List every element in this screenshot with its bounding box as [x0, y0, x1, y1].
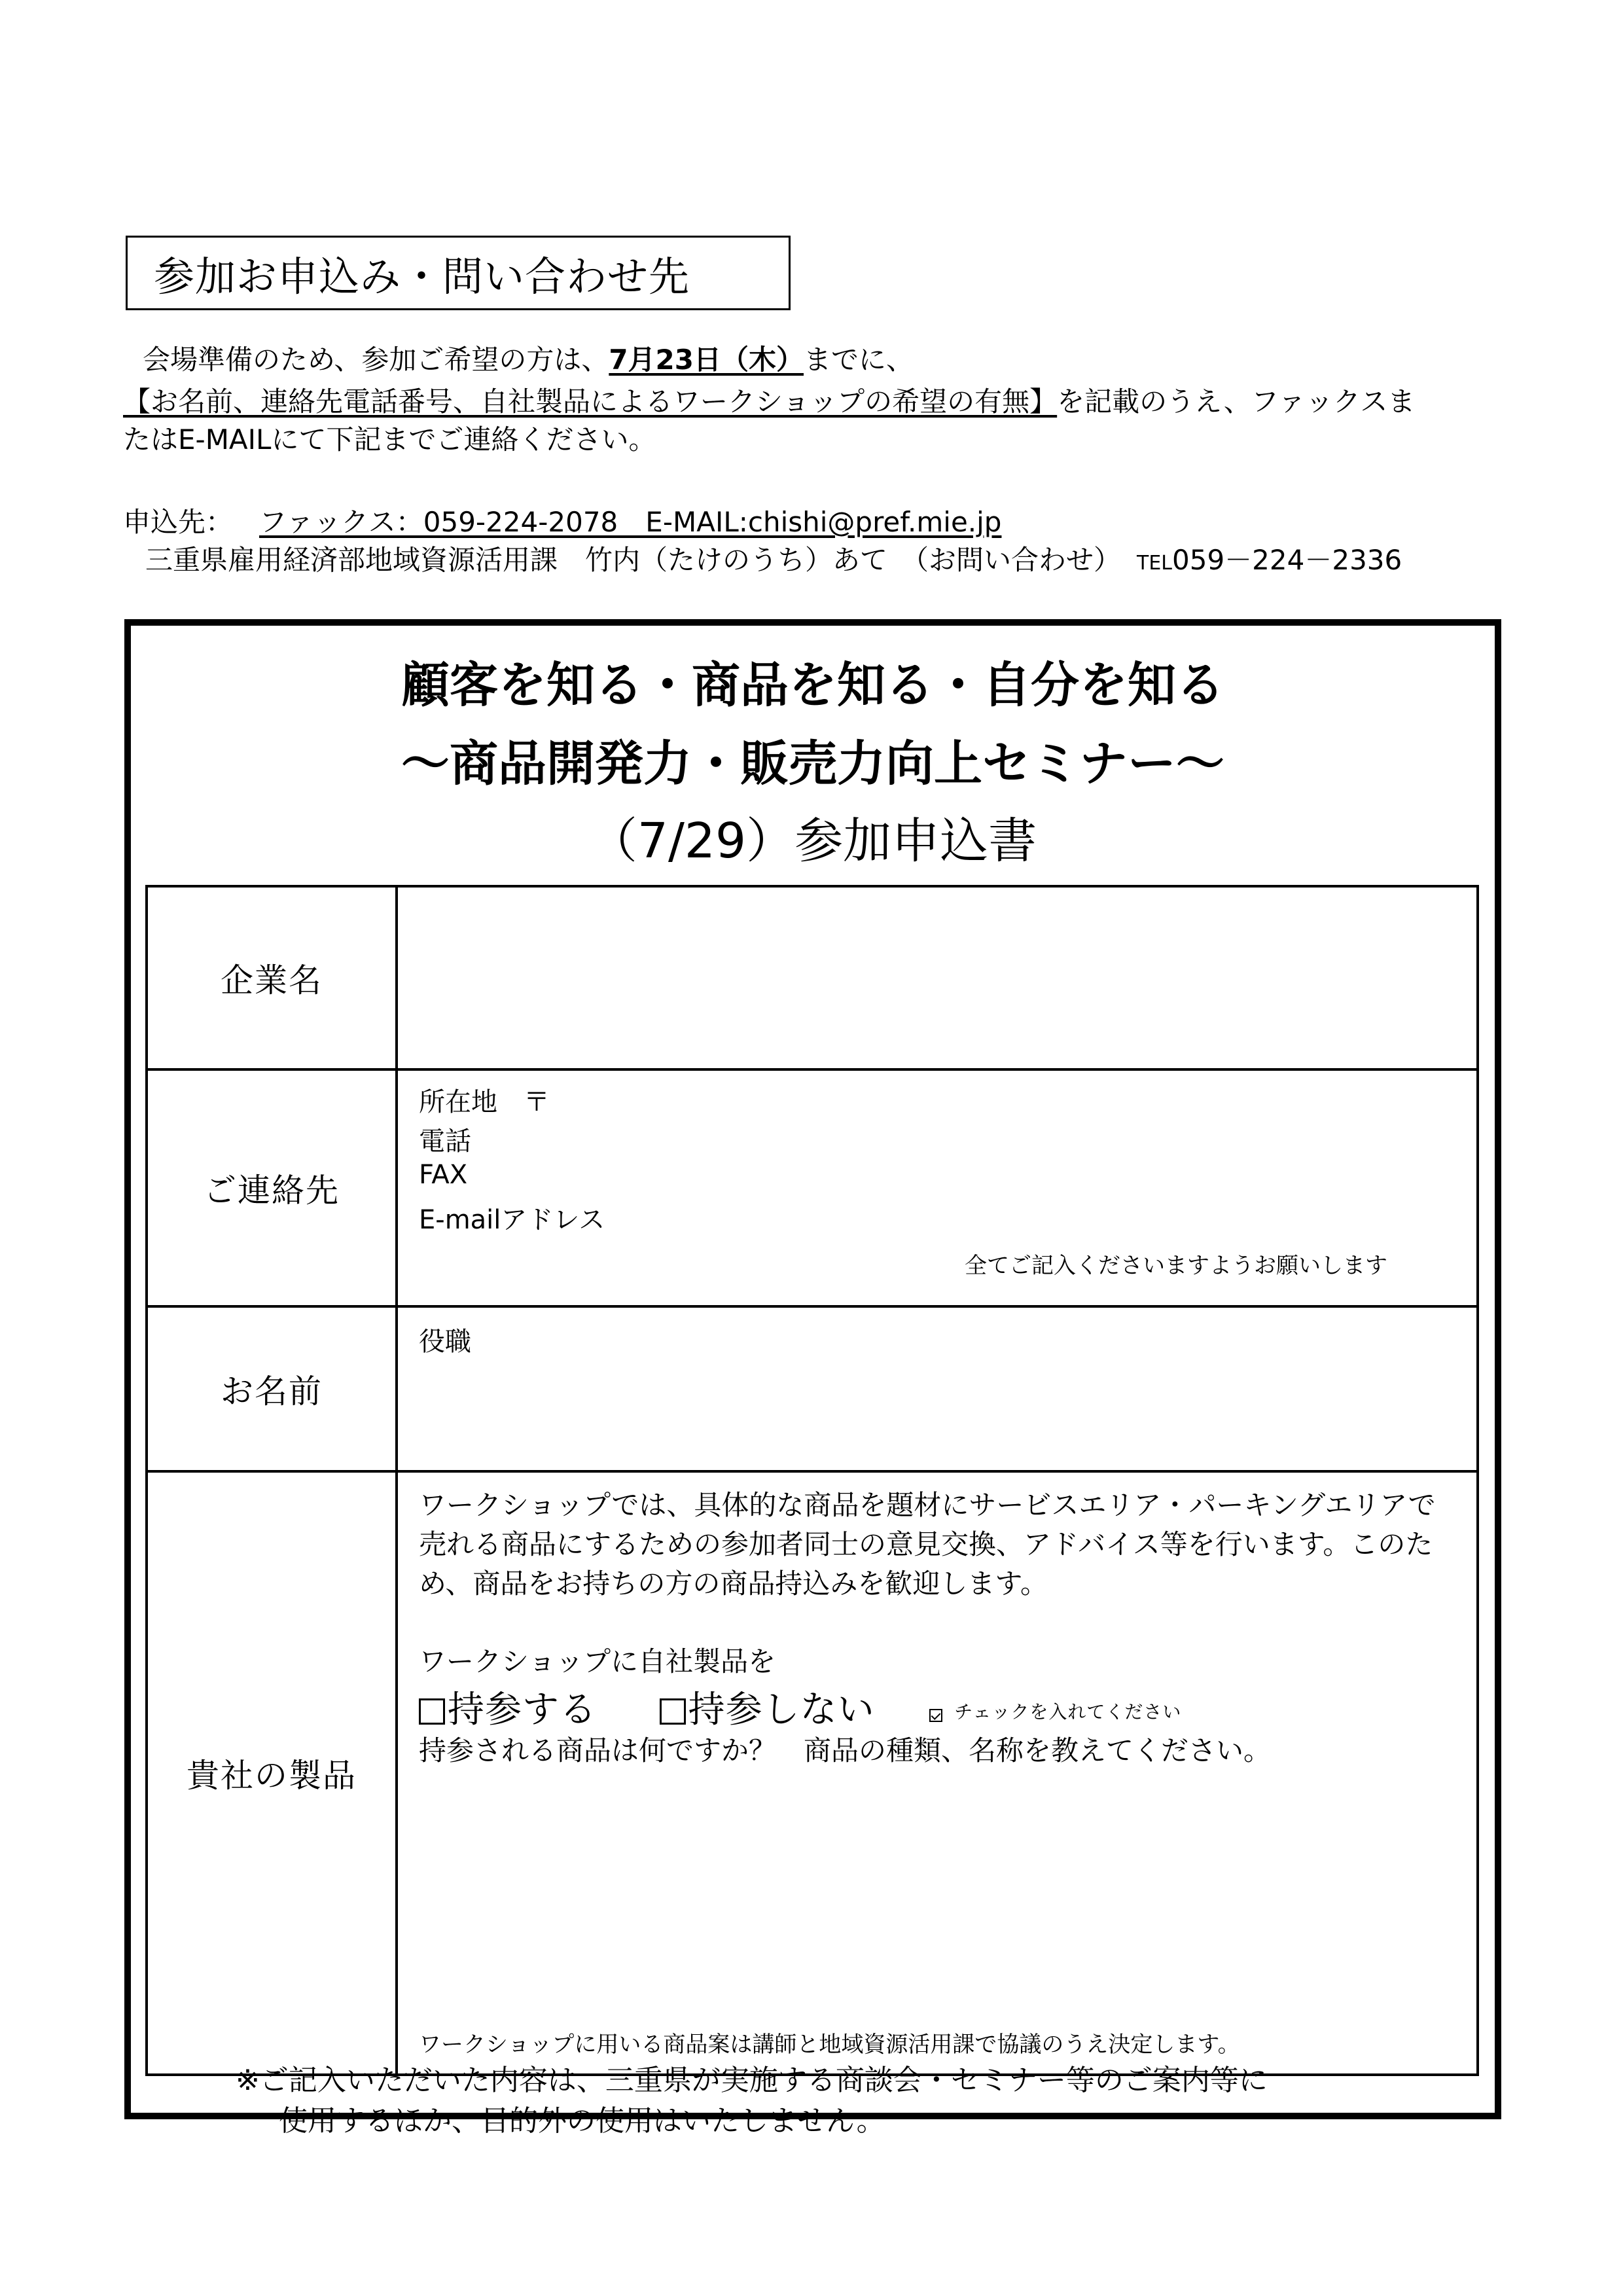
form-title-line-1: 顧客を知る・商品を知る・自分を知る	[401, 657, 1224, 713]
company-row	[147, 886, 1478, 1069]
bring-option-label: 持参する	[448, 1689, 597, 1731]
bring-checkbox[interactable]	[419, 1698, 445, 1725]
product-label: 貴社の製品	[147, 1471, 397, 2075]
apply-line	[123, 504, 1001, 541]
application-form-table	[145, 885, 1479, 2076]
product-question: 持参される商品は何ですか？ 商品の種類、名称を教えてください。	[419, 1734, 1272, 1767]
required-items: 【お名前、連絡先電話番号、自社製品によるワークショップの希望の有無】	[123, 386, 1058, 418]
form-title-line-3: （7/29）参加申込書	[588, 813, 1037, 869]
fill-all-note: 全てご記入くださいますようお願いします	[965, 1253, 1387, 1279]
company-label: 企業名	[147, 886, 397, 1069]
bring-options	[419, 1681, 1181, 1733]
phone-label: 電話	[419, 1126, 471, 1157]
company-name-field[interactable]	[397, 886, 1478, 1069]
contact-row	[147, 1069, 1478, 1306]
department-line	[145, 542, 1402, 582]
form-title-line-2: ～商品開発力・販売力向上セミナー～	[401, 736, 1224, 792]
check-mark-icon	[929, 1709, 942, 1722]
intro-line2-suffix: を記載のうえ、ファックスま	[1057, 386, 1416, 418]
tel-mark: TEL	[1137, 552, 1173, 575]
not-bring-checkbox[interactable]	[660, 1698, 686, 1725]
name-label: お名前	[147, 1306, 397, 1471]
intro-line-1	[143, 342, 914, 378]
deadline-date: 7月23日（木）	[609, 344, 804, 376]
decision-note: ワークショップに用いる商品案は講師と地域資源活用課で協議のうえ決定します。	[419, 2032, 1240, 2058]
intro-line-3	[123, 422, 656, 458]
name-row	[147, 1306, 1478, 1471]
intro-line-2	[123, 384, 1415, 420]
address-label: 所在地 〒	[419, 1087, 550, 1117]
apply-contacts: ファックス：059-224-2078 E-MAIL:chishi@pref.mie.jp	[259, 506, 1002, 538]
privacy-note-line-2: 使用するほか、目的外の使用はいたしません。	[279, 2104, 885, 2138]
product-field[interactable]	[397, 1471, 1478, 2075]
fax-label: FAX	[419, 1160, 468, 1190]
name-field[interactable]	[397, 1306, 1478, 1471]
intro-line1-prefix: 会場準備のため、参加ご希望の方は、	[143, 344, 609, 376]
not-bring-option-label: 持参しない	[688, 1689, 875, 1731]
position-label: 役職	[419, 1327, 471, 1357]
contact-field[interactable]	[397, 1069, 1478, 1306]
intro-line3-text: たはE-MAILにて下記までご連絡ください。	[123, 423, 656, 456]
apply-label: 申込先：	[123, 506, 234, 538]
privacy-note-line-1: ※ご記入いただいた内容は、三重県が実施する商談会・セミナー等のご案内等に	[236, 2064, 1268, 2097]
contact-label: ご連絡先	[147, 1069, 397, 1306]
workshop-description: ワークショップでは、具体的な商品を題材にサービスエリア・パーキングエリアで売れる商品にするための参加者同士の意見交換、アドバイス等を行います。このため、商品をお持ちの方の商品持込みを歓迎します。	[419, 1489, 1436, 1600]
intro-line1-suffix: までに、	[804, 344, 914, 376]
workshop-prompt: ワークショップに自社製品を	[419, 1645, 776, 1677]
department: 三重県雇用経済部地域資源活用課 竹内（たけのうち）あて （お問い合わせ）	[145, 544, 1122, 576]
tel-number: 059－224－2336	[1172, 544, 1402, 576]
product-row	[147, 1471, 1478, 2075]
contact-heading-box	[126, 236, 791, 310]
contact-heading: 参加お申込み・問い合わせ先	[154, 252, 690, 300]
email-label: E-mailアドレス	[419, 1205, 605, 1235]
check-note: チェックを入れてください	[954, 1701, 1182, 1723]
